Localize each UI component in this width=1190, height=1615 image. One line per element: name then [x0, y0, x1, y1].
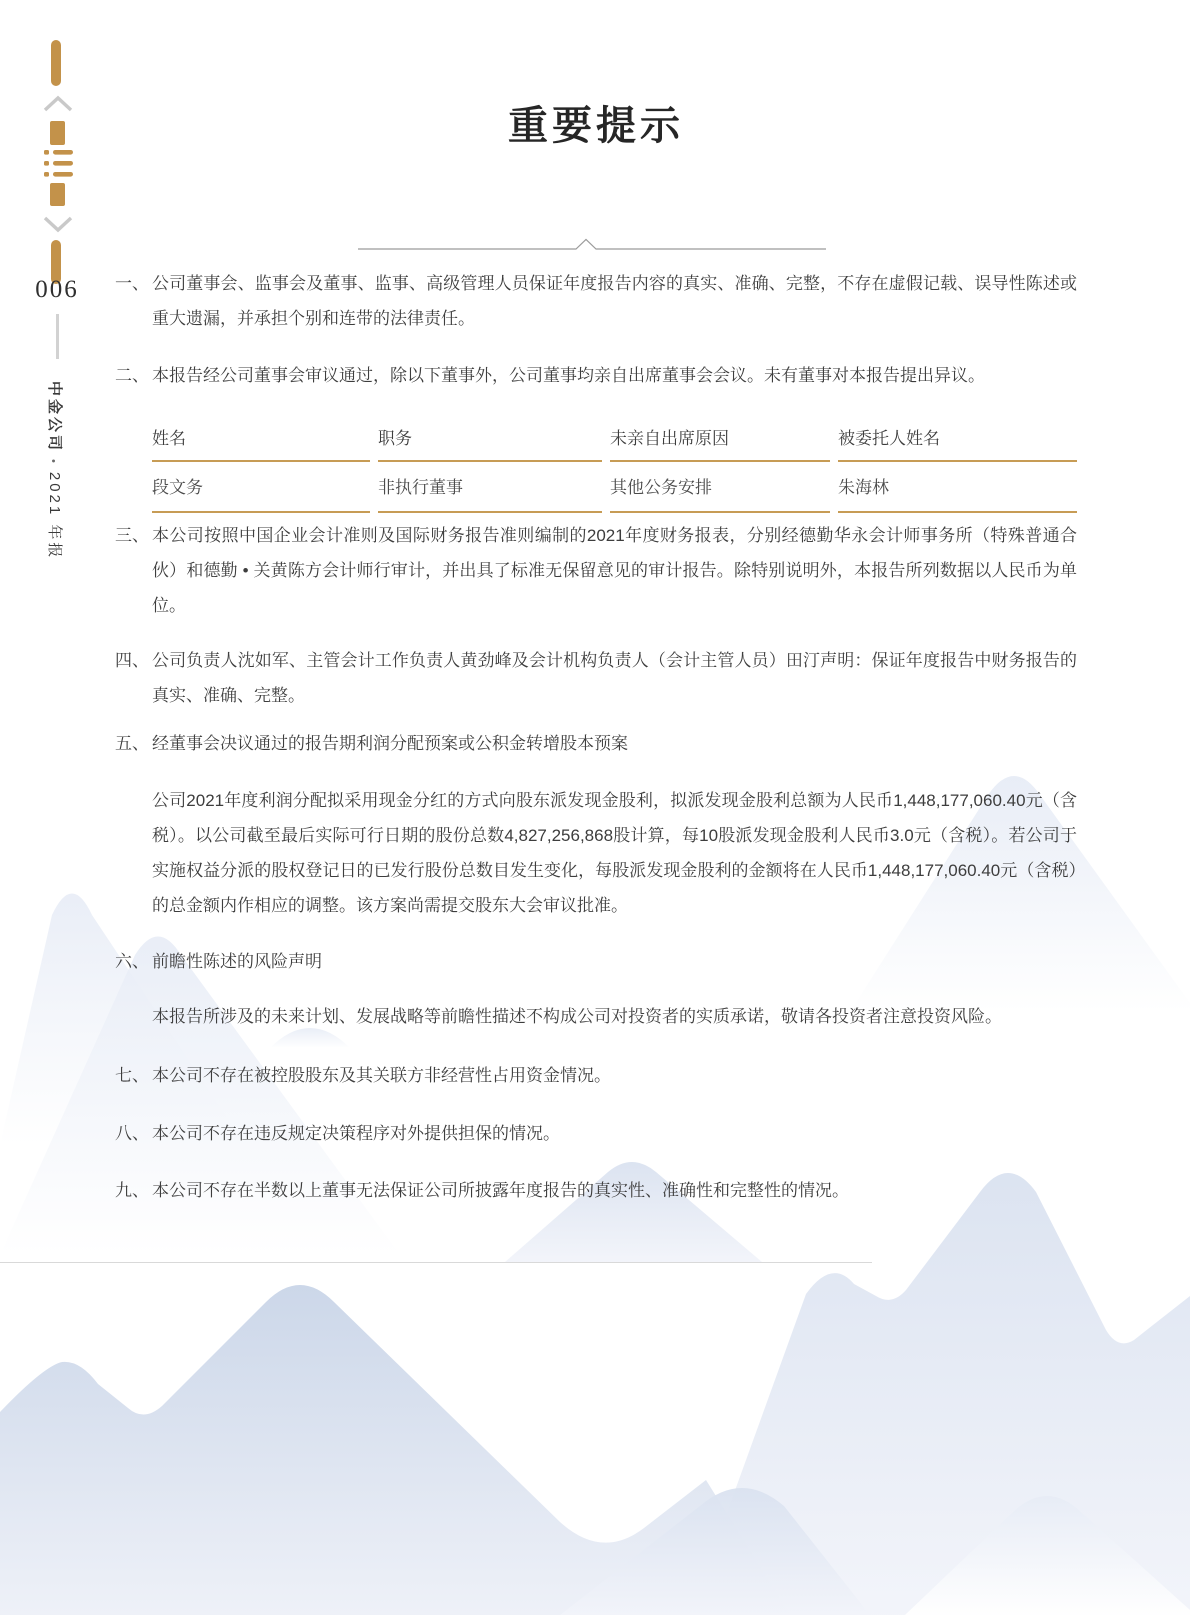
section-6: [115, 944, 1077, 979]
separator-dot: •: [47, 459, 59, 466]
page-title: 重要提示: [508, 103, 684, 148]
section-text: 公司负责人沈如军、主管会计工作负责人黄劲峰及会计机构负责人（会计主管人员）田汀声明：保证年度报告中财务报告的真实、准确、完整。: [152, 651, 1077, 705]
table-cell-reason: 其他公务安排: [610, 462, 830, 513]
chevron-down-icon: [43, 216, 73, 234]
table-cell-proxy: 朱海林: [838, 462, 1077, 513]
section-text: 本公司不存在被控股股东及其关联方非经营性占用资金情况。: [152, 1066, 611, 1085]
section-text: 公司董事会、监事会及董事、监事、高级管理人员保证年度报告内容的真实、准确、完整，不存在虚假记载、误导性陈述或重大遗漏，并承担个别和连带的法律责任。: [152, 274, 1077, 328]
section-5-paragraph: 公司2021年度利润分配拟采用现金分红的方式向股东派发现金股利，拟派发现金股利总额为人民币1,448,177,060.40元（含税）。以公司截至最后实际可行日期的股份总数4,827,256,868股计算，每10股派发现金股利人民币3.0元（含税）。若公司于实施权益分派的股权登记日的已发行股份总数目发生变化，每股派发现金股利的金额将在人民币1,448,177,060.40元（含税）的总金额内作相应的调整。该方案尚需提交股东大会审议批准。: [152, 791, 1077, 915]
section-heading: 经董事会决议通过的报告期利润分配预案或公积金转增股本预案: [152, 734, 628, 753]
list-icon: [44, 150, 73, 177]
table-header-position: 职务: [378, 420, 602, 462]
section-1: [115, 266, 1077, 336]
section-text: 本报告经公司董事会审议通过，除以下董事外，公司董事均亲自出席董事会会议。未有董事对本报告提出异议。: [152, 366, 985, 385]
section-text: 本公司不存在半数以上董事无法保证公司所披露年度报告的真实性、准确性和完整性的情况。: [152, 1181, 849, 1200]
chevron-up-icon: [43, 94, 73, 112]
section-4: [115, 643, 1077, 713]
vertical-edition-label: [45, 381, 66, 560]
section-number: 九、: [115, 1181, 149, 1200]
section-6-paragraph: 本报告所涉及的未来计划、发展战略等前瞻性描述不构成公司对投资者的实质承诺，敬请各投资者注意投资风险。: [152, 1007, 1002, 1026]
section-number: 三、: [115, 526, 149, 545]
section-8: [115, 1116, 1077, 1151]
edition-label: 2021 年报: [46, 471, 63, 561]
brand-name: 中金公司: [46, 381, 63, 454]
section-text: 本公司按照中国企业会计准则及国际财务报告准则编制的2021年度财务报表，分别经德勤华永会计师事务所（特殊普通合伙）和德勤 • 关黄陈方会计师行审计，并出具了标准无保留意见的审计报告。除特别说明外，本报告所列数据以人民币为单位。: [152, 526, 1077, 615]
section-number: 六、: [115, 952, 149, 971]
section-number: 二、: [115, 366, 149, 385]
title-divider: [355, 234, 830, 256]
section-3: [115, 518, 1077, 623]
table-cell-name: 段文务: [152, 462, 370, 513]
table-header-proxy: 被委托人姓名: [838, 420, 1077, 462]
sidebar: [0, 0, 100, 1615]
section-7: [115, 1058, 1077, 1093]
section-number: 一、: [115, 274, 149, 293]
section-5: [115, 726, 1077, 761]
section-number: 八、: [115, 1124, 149, 1143]
section-number: 七、: [115, 1066, 149, 1085]
gold-square-bottom: [50, 183, 65, 206]
section-text: 本公司不存在违反规定决策程序对外提供担保的情况。: [152, 1124, 560, 1143]
table-header-name: 姓名: [152, 420, 370, 462]
section-number: 四、: [115, 651, 149, 670]
absent-director-table: [152, 420, 1077, 513]
section-9: [115, 1173, 1077, 1208]
table-header-reason: 未亲自出席原因: [610, 420, 830, 462]
page-number: 006: [35, 276, 79, 303]
table-cell-position: 非执行董事: [378, 462, 602, 513]
gold-square-top: [50, 121, 65, 145]
page-number-rule: [56, 314, 59, 359]
footer-divider-line: [0, 1262, 872, 1263]
section-heading: 前瞻性陈述的风险声明: [152, 952, 322, 971]
section-2: [115, 358, 1077, 393]
gold-bar-top: [51, 40, 61, 86]
section-number: 五、: [115, 734, 149, 753]
